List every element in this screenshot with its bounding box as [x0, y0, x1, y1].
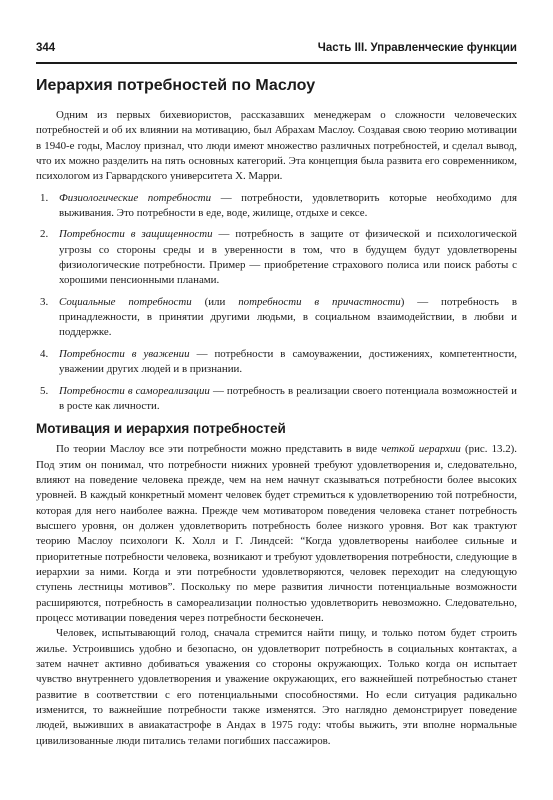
emphasis-term: четкой иерархии	[381, 443, 461, 456]
section-title: Иерархия потребностей по Маслоу	[36, 77, 316, 94]
paragraph-lead: По теории Маслоу все эти потребности можно представить в виде	[56, 443, 382, 456]
part-title: Часть III. Управленческие функции	[317, 42, 517, 54]
need-term: Потребности в защищенности	[59, 228, 213, 241]
need-description: — потребность в реализации своего потенциала возможностей и в росте как личности.	[59, 384, 517, 412]
need-term: Потребности в уважении	[59, 347, 190, 360]
body-paragraph	[36, 442, 517, 626]
need-description: — потребности, удовлетворить которые необходимо для выживания. Это потребности в еде, воде, жилище, отдыхе и сексе.	[59, 191, 517, 220]
list-item	[36, 227, 517, 288]
need-term: Потребности в самореализации	[59, 384, 210, 397]
intro-paragraph: Одним из первых бихевиористов, рассказавших менеджерам о сложности человеческих потребностей и об их влиянии на мотивацию, был Абрахам Маслоу. Создавая свою теорию мотивации в 1940-е годы, Маслоу признал, что люди имеют множество различных потребностей, и сделал вывод, что их можно разделить на пять основных категорий. Эта концепция была развита его современником, психологом из Гарвардского университета X. Марри.	[36, 109, 517, 183]
need-term: Социальные потребности	[59, 295, 192, 308]
list-number: 4.	[40, 347, 49, 360]
need-description: ) — потребность в принадлежности, в принятии другими людьми, в социальном взаимодействии, в любви и поддержке.	[59, 295, 517, 339]
need-connector: (или	[191, 295, 239, 308]
list-item	[36, 384, 517, 415]
need-description: — потребности в самоуважении, достижениях, компетентности, уважении других людей и в признании.	[59, 347, 518, 376]
needs-list	[36, 191, 517, 414]
paragraph-rest: (рис. 13.2). Под этим он понимал, что потребности нижних уровней требуют удовлетворения и, следовательно, влияют на поведение человека прежде, чем на нем начнут сказываться потребности более высоких уровней. В каждый конкретный момент человек будет стремиться к удовлетворению той потребности, которая для него наиболее важна. Прежде чем мотиватором поведения человека станет потребность высшего уровня, он должен удовлетворить потребность более низкого уровня. Вот как трактуют теорию Маслоу психологи К. Холл и Г. Линдсей: “Когда удовлетворены наиболее сильные и приоритетные потребности человека, возникают и требуют удовлетворения потребности, следующие в иерархии за ними. Когда и эти потребности удовлетворяются, человек переходит на следующую ступень лестницы мотивов”. Поскольку по мере развития личности потенциальные возможности расширяются, потребность в самореализации полностью удовлетворить невозможно. Следовательно, процесс мотивации поведения через потребности бесконечен.	[36, 443, 518, 624]
running-header	[36, 40, 517, 60]
list-item	[36, 347, 517, 378]
need-term-alt: потребности в причастности	[238, 295, 401, 308]
list-number: 3.	[40, 295, 49, 308]
body-paragraph: Человек, испытывающий голод, сначала стремится найти пищу, и только потом будет строить жилье. Устроившись удобно и безопасно, он удовлетворит потребность в социальных контактах, а затем начнет активно добиваться уважения со стороны окружающих. Только когда он испытает чувство внутреннего удовлетворения и уважение окружающих, его важнейшей потребностью станет развитие в соответствии с его потенциальными способностями. Но если ситуация радикально изменится, то важнейшие потребности также изменятся. Это наглядно демонстрирует поведение людей, выживших в авиакатастрофе в Андах в 1975 году: чтобы выжить, эти вполне нормальные цивилизованные люди питались телами погибших пассажиров.	[36, 627, 517, 747]
need-description: — потребность в защите от физической и психологической угрозы со стороны среды и в уверенности в том, что в будущем будут удовлетворены физиологические потребности. Пример — приобретение страхового полиса или поиск работы с хорошими пенсионными планами.	[59, 228, 517, 287]
page-content	[36, 76, 517, 749]
list-number: 5.	[40, 384, 49, 397]
header-rule	[36, 62, 517, 64]
list-item	[36, 295, 517, 341]
list-number: 1.	[40, 191, 49, 204]
page-number: 344	[36, 42, 56, 54]
need-term: Физиологические потребности	[59, 191, 212, 204]
list-number: 2.	[40, 228, 49, 241]
subsection-title: Мотивация и иерархия потребностей	[36, 421, 286, 437]
list-item	[36, 191, 517, 222]
